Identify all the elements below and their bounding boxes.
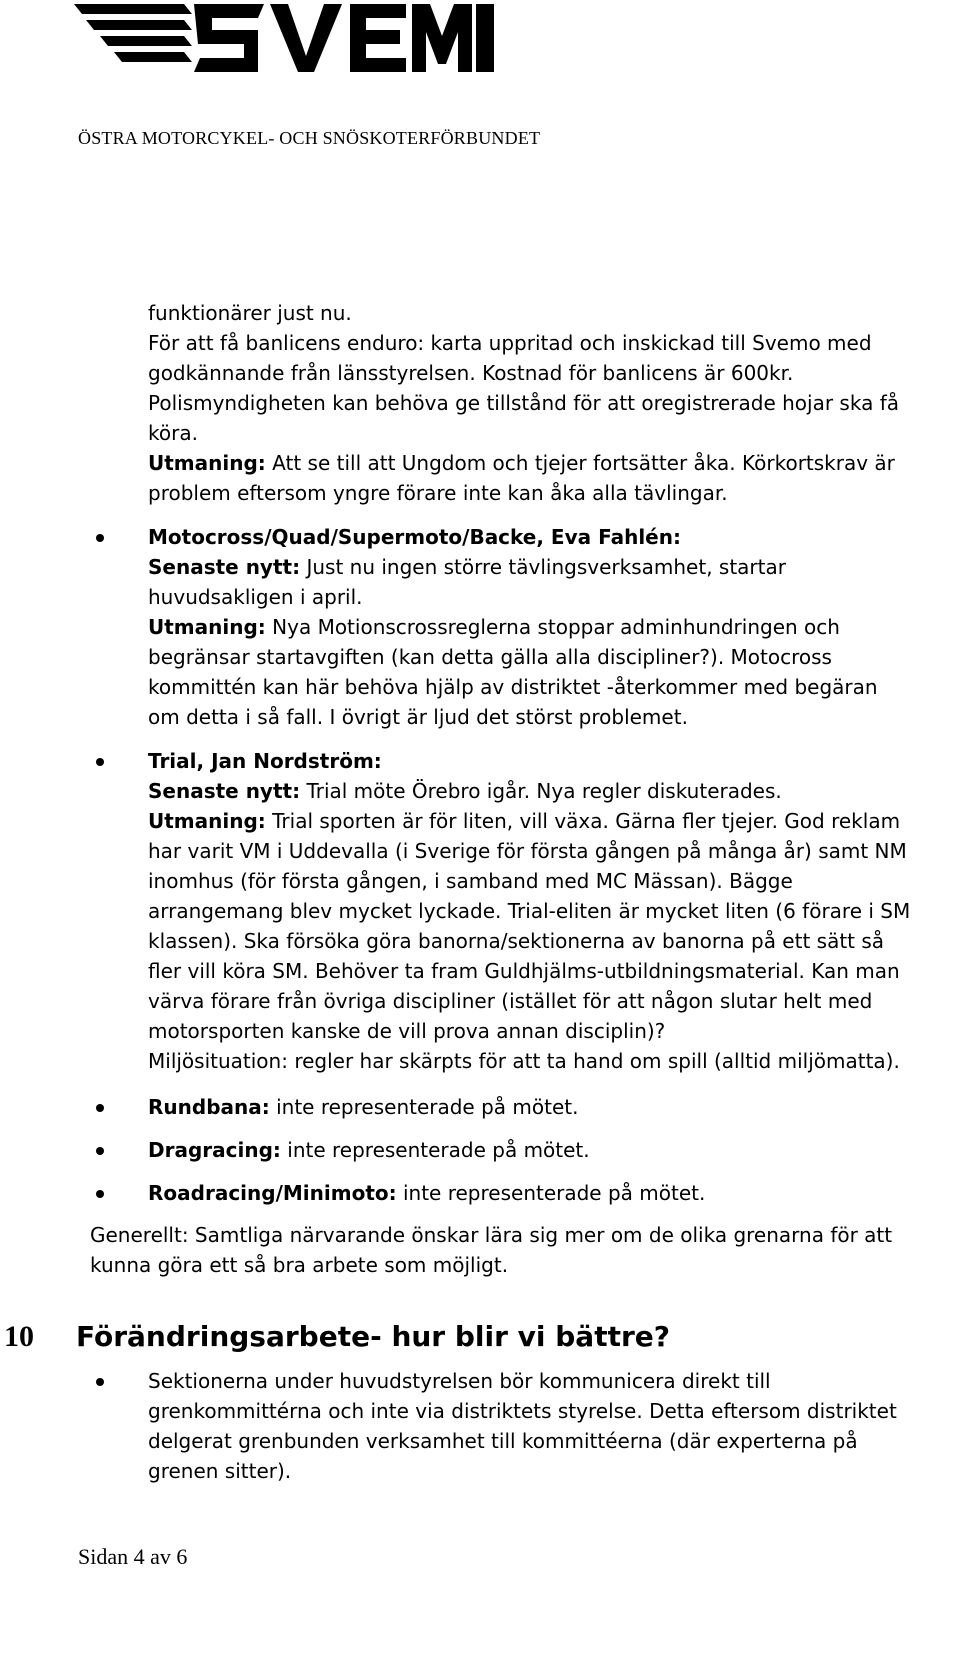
trial-line: har varit VM i Uddevalla (i Sverige för första gången på många år) samt NM <box>148 839 907 863</box>
utmaning-label: Utmaning: <box>148 809 266 833</box>
utmaning-text: Nya Motionscrossreglerna stoppar adminhundringen och <box>265 615 840 639</box>
svemo-logo-mark <box>74 0 494 80</box>
intro-line: köra. <box>148 421 198 445</box>
section10-line: Sektionerna under huvudstyrelsen bör kommunicera direkt till <box>148 1369 771 1393</box>
dragracing-item <box>148 1135 590 1165</box>
intro-line: godkännande från länsstyrelsen. Kostnad för banlicens är 600kr. <box>148 361 794 385</box>
section10-line: delgerat grenbunden verksamhet till kommittéerna (där experterna på <box>148 1429 858 1453</box>
bullet-icon <box>96 758 104 766</box>
trial-line: arrangemang blev mycket lyckade. Trial-eliten är mycket liten (6 förare i SM <box>148 899 911 923</box>
roadracing-text: inte representerade på mötet. <box>396 1181 706 1205</box>
trial-line: Miljösituation: regler har skärpts för att ta hand om spill (alltid miljömatta). <box>148 1049 900 1073</box>
trial-senaste <box>148 776 910 806</box>
intro-line: funktionärer just nu. <box>148 301 352 325</box>
enduro-continuation <box>148 298 899 508</box>
generellt-line: Generellt: Samtliga närvarande önskar lära sig mer om de olika grenarna för att <box>90 1223 893 1247</box>
generellt-paragraph <box>90 1220 892 1280</box>
senaste-text: Trial möte Örebro igår. Nya regler diskuterades. <box>300 779 782 803</box>
trial-line: värva förare från övriga discipliner (istället för att någon slutar helt med <box>148 989 873 1013</box>
bullet-icon <box>96 534 104 542</box>
motocross-line: begränsar startavgiften (kan detta gälla alla discipliner?). Motocross <box>148 645 832 669</box>
utmaning-label: Utmaning: <box>148 615 266 639</box>
bullet-icon <box>96 1147 104 1155</box>
section-title: Förändringsarbete- hur blir vi bättre? <box>76 1320 671 1353</box>
rundbana-item <box>148 1092 578 1122</box>
motocross-utmaning <box>148 612 878 642</box>
section-number: 10 <box>4 1320 34 1353</box>
generellt-line: kunna göra ett så bra arbete som möjligt. <box>90 1253 509 1277</box>
utmaning-label: Utmaning: <box>148 451 266 475</box>
intro-line: Polismyndigheten kan behöva ge tillstånd för att oregistrerade hojar ska få <box>148 391 899 415</box>
section10-line: grenkommittérna och inte via distriktets styrelse. Detta eftersom distriktet <box>148 1399 897 1423</box>
rundbana-label: Rundbana: <box>148 1095 270 1119</box>
roadracing-item <box>148 1178 705 1208</box>
bullet-icon <box>96 1190 104 1198</box>
org-name: ÖSTRA MOTORCYKEL- OCH SNÖSKOTERFÖRBUNDET <box>78 128 541 148</box>
senaste-label: Senaste nytt: <box>148 555 301 579</box>
roadracing-label: Roadracing/Minimoto: <box>148 1181 397 1205</box>
intro-utmaning <box>148 448 899 478</box>
bullet-icon <box>96 1104 104 1112</box>
motocross-title: Motocross/Quad/Supermoto/Backe, Eva Fahlén: <box>148 525 681 549</box>
motocross-senaste <box>148 552 878 582</box>
section10-body <box>148 1366 897 1486</box>
intro-line: För att få banlicens enduro: karta uppritad och inskickad till Svemo med <box>148 331 872 355</box>
dragracing-label: Dragracing: <box>148 1138 281 1162</box>
dragracing-text: inte representerade på mötet. <box>280 1138 590 1162</box>
trial-utmaning <box>148 806 910 836</box>
intro-line: problem eftersom yngre förare inte kan åka alla tävlingar. <box>148 481 728 505</box>
trial-line: fler vill köra SM. Behöver ta fram Guldhjälms-utbildningsmaterial. Kan man <box>148 959 900 983</box>
motocross-section <box>148 522 878 732</box>
utmaning-text: Trial sporten är för liten, vill växa. Gärna fler tjejer. God reklam <box>265 809 901 833</box>
motocross-line: om detta i så fall. I övrigt är ljud det störst problemet. <box>148 705 688 729</box>
trial-line: klassen). Ska försöka göra banorna/sektionerna av banorna på ett sätt så <box>148 929 885 953</box>
motocross-line: huvudsakligen i april. <box>148 585 363 609</box>
trial-line: inomhus (för första gången, i samband med MC Mässan). Bägge <box>148 869 793 893</box>
utmaning-text: Att se till att Ungdom och tjejer fortsätter åka. Körkortskrav är <box>265 451 895 475</box>
motocross-line: kommittén kan här behöva hjälp av distriktet -återkommer med begäran <box>148 675 878 699</box>
svemo-logo <box>74 0 494 80</box>
senaste-label: Senaste nytt: <box>148 779 301 803</box>
trial-line: motorsporten kanske de vill prova annan disciplin)? <box>148 1019 666 1043</box>
senaste-text: Just nu ingen större tävlingsverksamhet, startar <box>300 555 786 579</box>
trial-section <box>148 746 910 1076</box>
trial-title: Trial, Jan Nordström: <box>148 749 382 773</box>
section10-line: grenen sitter). <box>148 1459 292 1483</box>
page-number: Sidan 4 av 6 <box>78 1544 188 1569</box>
bullet-icon <box>96 1378 104 1386</box>
rundbana-text: inte representerade på mötet. <box>269 1095 579 1119</box>
